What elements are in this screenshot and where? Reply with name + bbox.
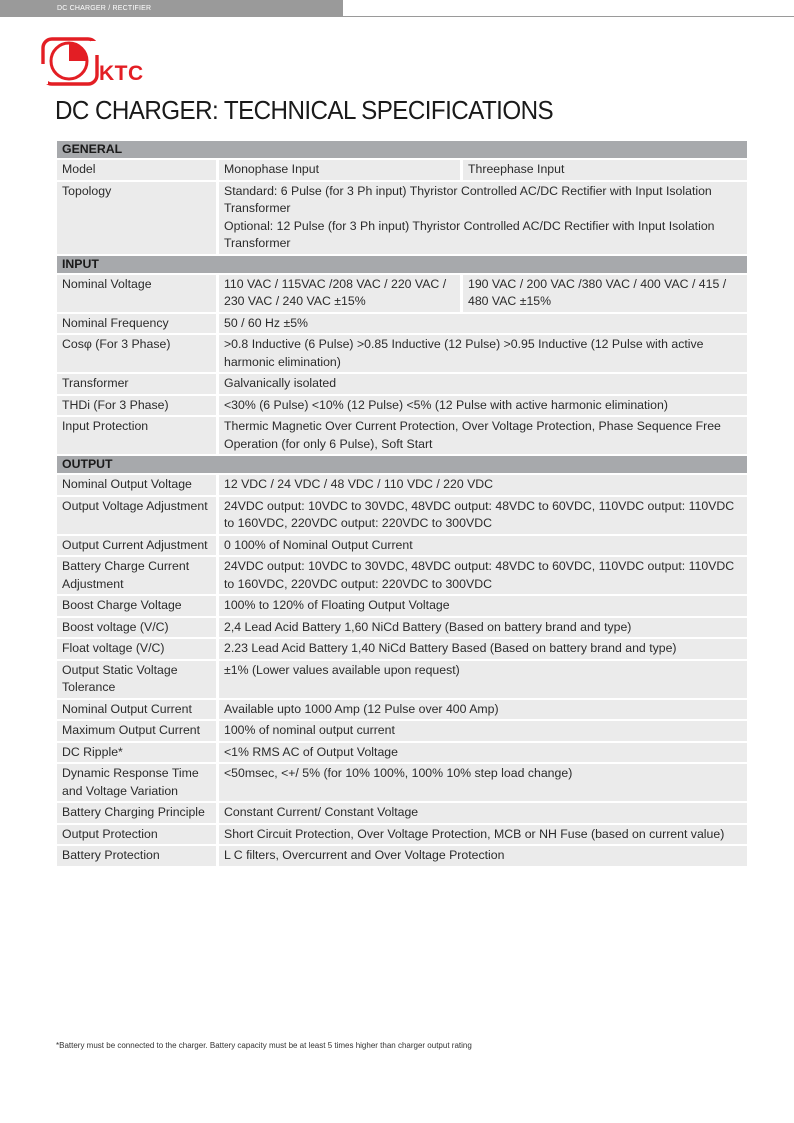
row-label: Output Static Voltage Tolerance xyxy=(57,661,219,700)
row-value: Galvanically isolated xyxy=(219,374,747,396)
table-row xyxy=(57,700,747,722)
table-row xyxy=(57,417,747,456)
table-row xyxy=(57,182,747,256)
row-value: 2.23 Lead Acid Battery 1,40 NiCd Battery Based (Based on battery brand and type) xyxy=(219,639,747,661)
row-label: Battery Charging Principle xyxy=(57,803,219,825)
row-value: Thermic Magnetic Over Current Protection, Over Voltage Protection, Phase Sequence Free Operation (for only 6 Pulse), Soft Start xyxy=(219,417,747,456)
row-label: Nominal Output Current xyxy=(57,700,219,722)
row-label: Model xyxy=(57,160,219,182)
row-value: <50msec, <+/ 5% (for 10% 100%, 100% 10% step load change) xyxy=(219,764,747,803)
row-label: DC Ripple* xyxy=(57,743,219,765)
row-value: Short Circuit Protection, Over Voltage Protection, MCB or NH Fuse (based on current value) xyxy=(219,825,747,847)
table-row xyxy=(57,639,747,661)
row-label: Dynamic Response Time and Voltage Variation xyxy=(57,764,219,803)
section-label: DC CHARGER / RECTIFIER xyxy=(57,5,152,12)
table-row xyxy=(57,846,747,868)
row-label: THDi (For 3 Phase) xyxy=(57,396,219,418)
topology-standard: Standard: 6 Pulse (for 3 Ph input) Thyristor Controlled AC/DC Rectifier with Input Isolation Transformer xyxy=(224,183,712,215)
row-value: Constant Current/ Constant Voltage xyxy=(219,803,747,825)
row-value: Monophase Input xyxy=(219,160,463,182)
row-value: ±1% (Lower values available upon request) xyxy=(219,661,747,700)
table-row xyxy=(57,374,747,396)
row-label: Cosφ (For 3 Phase) xyxy=(57,335,219,374)
row-value: 50 / 60 Hz ±5% xyxy=(219,314,747,336)
page-title: DC CHARGER: TECHNICAL SPECIFICATIONS xyxy=(55,95,554,125)
section-title: GENERAL xyxy=(57,141,747,160)
row-label: Nominal Voltage xyxy=(57,275,219,314)
row-value xyxy=(219,182,747,256)
spec-table xyxy=(57,141,747,868)
header-bar xyxy=(0,0,343,17)
row-value: <1% RMS AC of Output Voltage xyxy=(219,743,747,765)
row-label: Nominal Output Voltage xyxy=(57,475,219,497)
row-value: 100% of nominal output current xyxy=(219,721,747,743)
row-value: 12 VDC / 24 VDC / 48 VDC / 110 VDC / 220 VDC xyxy=(219,475,747,497)
table-row xyxy=(57,557,747,596)
row-label: Battery Protection xyxy=(57,846,219,868)
footnote: *Battery must be connected to the charger. Battery capacity must be at least 5 times higher than charger output rating xyxy=(56,1041,472,1050)
section-title: OUTPUT xyxy=(57,456,747,475)
row-label: Output Voltage Adjustment xyxy=(57,497,219,536)
header-rule xyxy=(343,16,794,17)
table-row xyxy=(57,497,747,536)
row-label: Boost Charge Voltage xyxy=(57,596,219,618)
table-row xyxy=(57,661,747,700)
table-row xyxy=(57,314,747,336)
table-row xyxy=(57,335,747,374)
row-label: Transformer xyxy=(57,374,219,396)
section-header-input xyxy=(57,256,747,275)
table-row xyxy=(57,803,747,825)
table-row xyxy=(57,721,747,743)
row-value: Threephase Input xyxy=(463,160,747,182)
row-value: 24VDC output: 10VDC to 30VDC, 48VDC output: 48VDC to 60VDC, 110VDC output: 110VDC to 160VDC, 220VDC output: 220VDC to 300VDC xyxy=(219,497,747,536)
table-row xyxy=(57,764,747,803)
table-row xyxy=(57,536,747,558)
topology-optional: Optional: 12 Pulse (for 3 Ph input) Thyristor Controlled AC/DC Rectifier with Input Isolation Transformer xyxy=(224,218,715,250)
row-label: Nominal Frequency xyxy=(57,314,219,336)
table-row xyxy=(57,275,747,314)
row-label: Boost voltage (V/C) xyxy=(57,618,219,640)
row-value: <30% (6 Pulse) <10% (12 Pulse) <5% (12 Pulse with active harmonic elimination) xyxy=(219,396,747,418)
row-value: 100% to 120% of Floating Output Voltage xyxy=(219,596,747,618)
row-label: Input Protection xyxy=(57,417,219,456)
table-row xyxy=(57,396,747,418)
row-label: Maximum Output Current xyxy=(57,721,219,743)
row-value: 190 VAC / 200 VAC /380 VAC / 400 VAC / 415 / 480 VAC ±15% xyxy=(463,275,747,314)
row-label: Float voltage (V/C) xyxy=(57,639,219,661)
section-header-output xyxy=(57,456,747,475)
table-row xyxy=(57,596,747,618)
logo-text: KTC xyxy=(99,62,144,85)
table-row xyxy=(57,618,747,640)
row-label: Output Protection xyxy=(57,825,219,847)
row-value: L C filters, Overcurrent and Over Voltage Protection xyxy=(219,846,747,868)
ktc-logo-icon xyxy=(39,36,99,88)
section-header-general xyxy=(57,141,747,160)
row-value: 24VDC output: 10VDC to 30VDC, 48VDC output: 48VDC to 60VDC, 110VDC output: 110VDC to 160VDC, 220VDC output: 220VDC to 300VDC xyxy=(219,557,747,596)
section-title: INPUT xyxy=(57,256,747,275)
table-row xyxy=(57,743,747,765)
row-value: >0.8 Inductive (6 Pulse) >0.85 Inductive (12 Pulse) >0.95 Inductive (12 Pulse with active harmonic elimination) xyxy=(219,335,747,374)
row-label: Battery Charge Current Adjustment xyxy=(57,557,219,596)
row-value: 0 100% of Nominal Output Current xyxy=(219,536,747,558)
table-row xyxy=(57,825,747,847)
row-label: Topology xyxy=(57,182,219,256)
row-value: Available upto 1000 Amp (12 Pulse over 400 Amp) xyxy=(219,700,747,722)
row-label: Output Current Adjustment xyxy=(57,536,219,558)
table-row xyxy=(57,160,747,182)
row-value: 110 VAC / 115VAC /208 VAC / 220 VAC / 230 VAC / 240 VAC ±15% xyxy=(219,275,463,314)
row-value: 2,4 Lead Acid Battery 1,60 NiCd Battery (Based on battery brand and type) xyxy=(219,618,747,640)
table-row xyxy=(57,475,747,497)
